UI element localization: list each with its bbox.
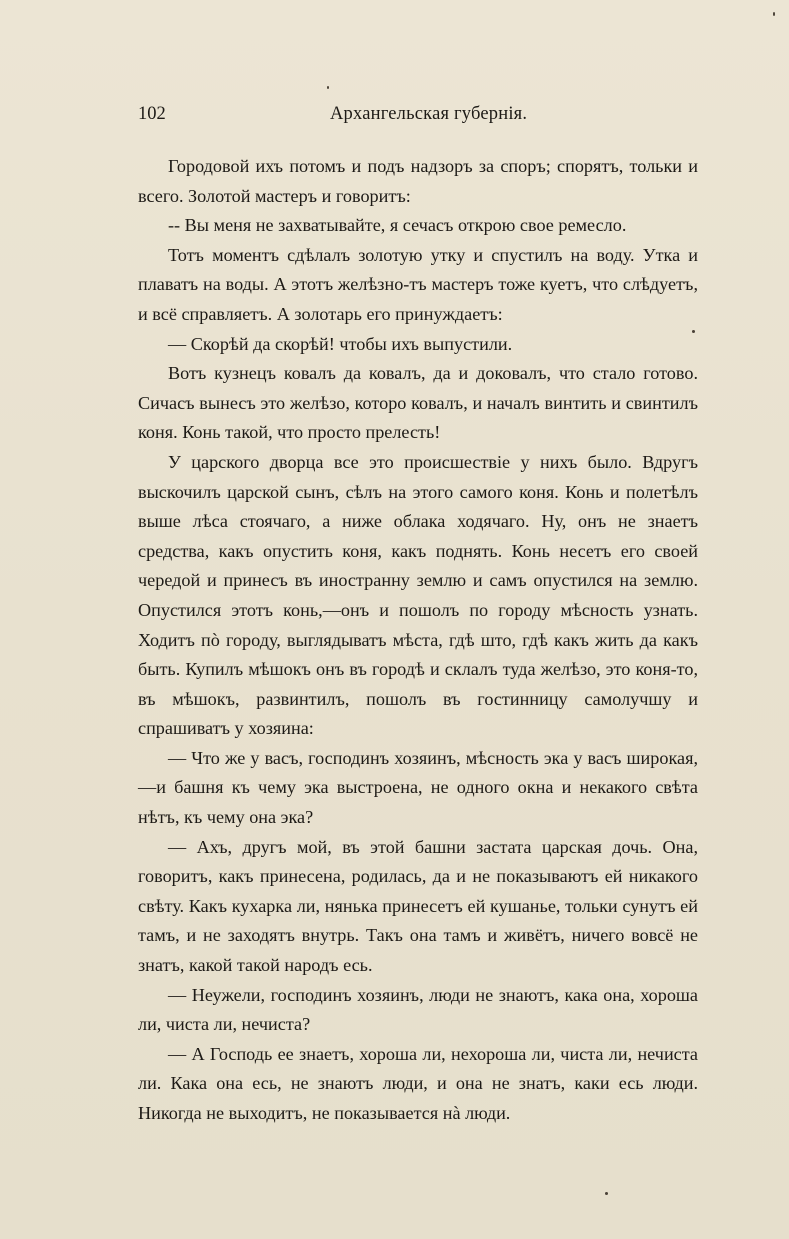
paragraph: — Неужели, господинъ хозяинъ, люди не знаютъ, кака она, хороша ли, чиста ли, нечиста?	[138, 984, 698, 1035]
paragraph: У царского дворца все это происшествіе у нихъ было. Вдругъ выскочилъ царской сынъ, сѣлъ на этого самого коня. Конь и полетѣлъ выше лѣса стоячаго, а ниже облака ходячаго. Ну, онъ не знаетъ средства, какъ опустить коня, какъ поднять. Конь несетъ его своей чередой и принесъ въ иностранну землю и самъ опустился на землю. Опустился этотъ конь,—онъ и пошолъ по городу мѣсность узнать. Ходитъ пò городу, выглядыватъ мѣста, гдѣ што, гдѣ какъ жить да какъ быть. Купилъ мѣшокъ онъ въ городѣ и склалъ туда желѣзо, это коня-то, въ мѣшокъ, развинтилъ, пошолъ въ гостинницу самолучшу и спрашиватъ у хозяина:	[138, 451, 698, 739]
paragraph: Вотъ кузнецъ ковалъ да ковалъ, да и доковалъ, что стало готово. Сичасъ вынесъ это желѣзо, которо ковалъ, и началъ винтить и свинтилъ коня. Конь такой, что просто прелесть!	[138, 363, 698, 443]
paragraph: -- Вы меня не захватывайте, я сечасъ открою свое ремесло.	[168, 215, 627, 236]
paragraph: — Скорѣй да скорѣй! чтобы ихъ выпустили.	[168, 333, 513, 354]
body-text	[138, 152, 698, 1129]
paragraph: — Ахъ, другъ мой, въ этой башни застата царская дочь. Она, говоритъ, какъ принесена, родилась, да и не показываютъ ей никакого свѣту. Какъ кухарка ли, нянька принесетъ ей кушанье, тольки сунутъ ей тамъ, и не заходятъ внутрь. Такъ она тамъ и живётъ, ничего вовсё не знатъ, какой такой народъ есь.	[138, 836, 698, 976]
ink-speck	[605, 1192, 608, 1195]
paragraph: — Что же у васъ, господинъ хозяинъ, мѣсность эка у васъ широкая,—и башня къ чему эка выстроена, не одного окна и некакого свѣта нѣтъ, къ чему она эка?	[138, 747, 698, 828]
page-number: 102	[138, 104, 166, 124]
ink-speck	[327, 86, 329, 89]
ink-speck	[773, 12, 775, 16]
running-title: Архангельская губернія.	[330, 104, 528, 124]
paragraph: Тотъ моментъ сдѣлалъ золотую утку и спустилъ на воду. Утка и плаватъ на воды. А этотъ желѣзно-тъ мастеръ тоже куетъ, что слѣдуетъ, и всё справляетъ. А золотарь его принуждаетъ:	[138, 244, 698, 324]
paragraph: Городовой ихъ потомъ и подъ надзоръ за споръ; спорятъ, тольки и всего. Золотой мастеръ и говоритъ:	[138, 156, 698, 206]
paragraph: — А Господь ее знаетъ, хороша ли, нехороша ли, чиста ли, нечиста ли. Кака она есь, не знаютъ люди, и она не знатъ, каки есь люди. Никогда не выходитъ, не показывается нà люди.	[138, 1043, 698, 1123]
page-header	[138, 104, 698, 134]
ink-speck	[692, 330, 695, 333]
